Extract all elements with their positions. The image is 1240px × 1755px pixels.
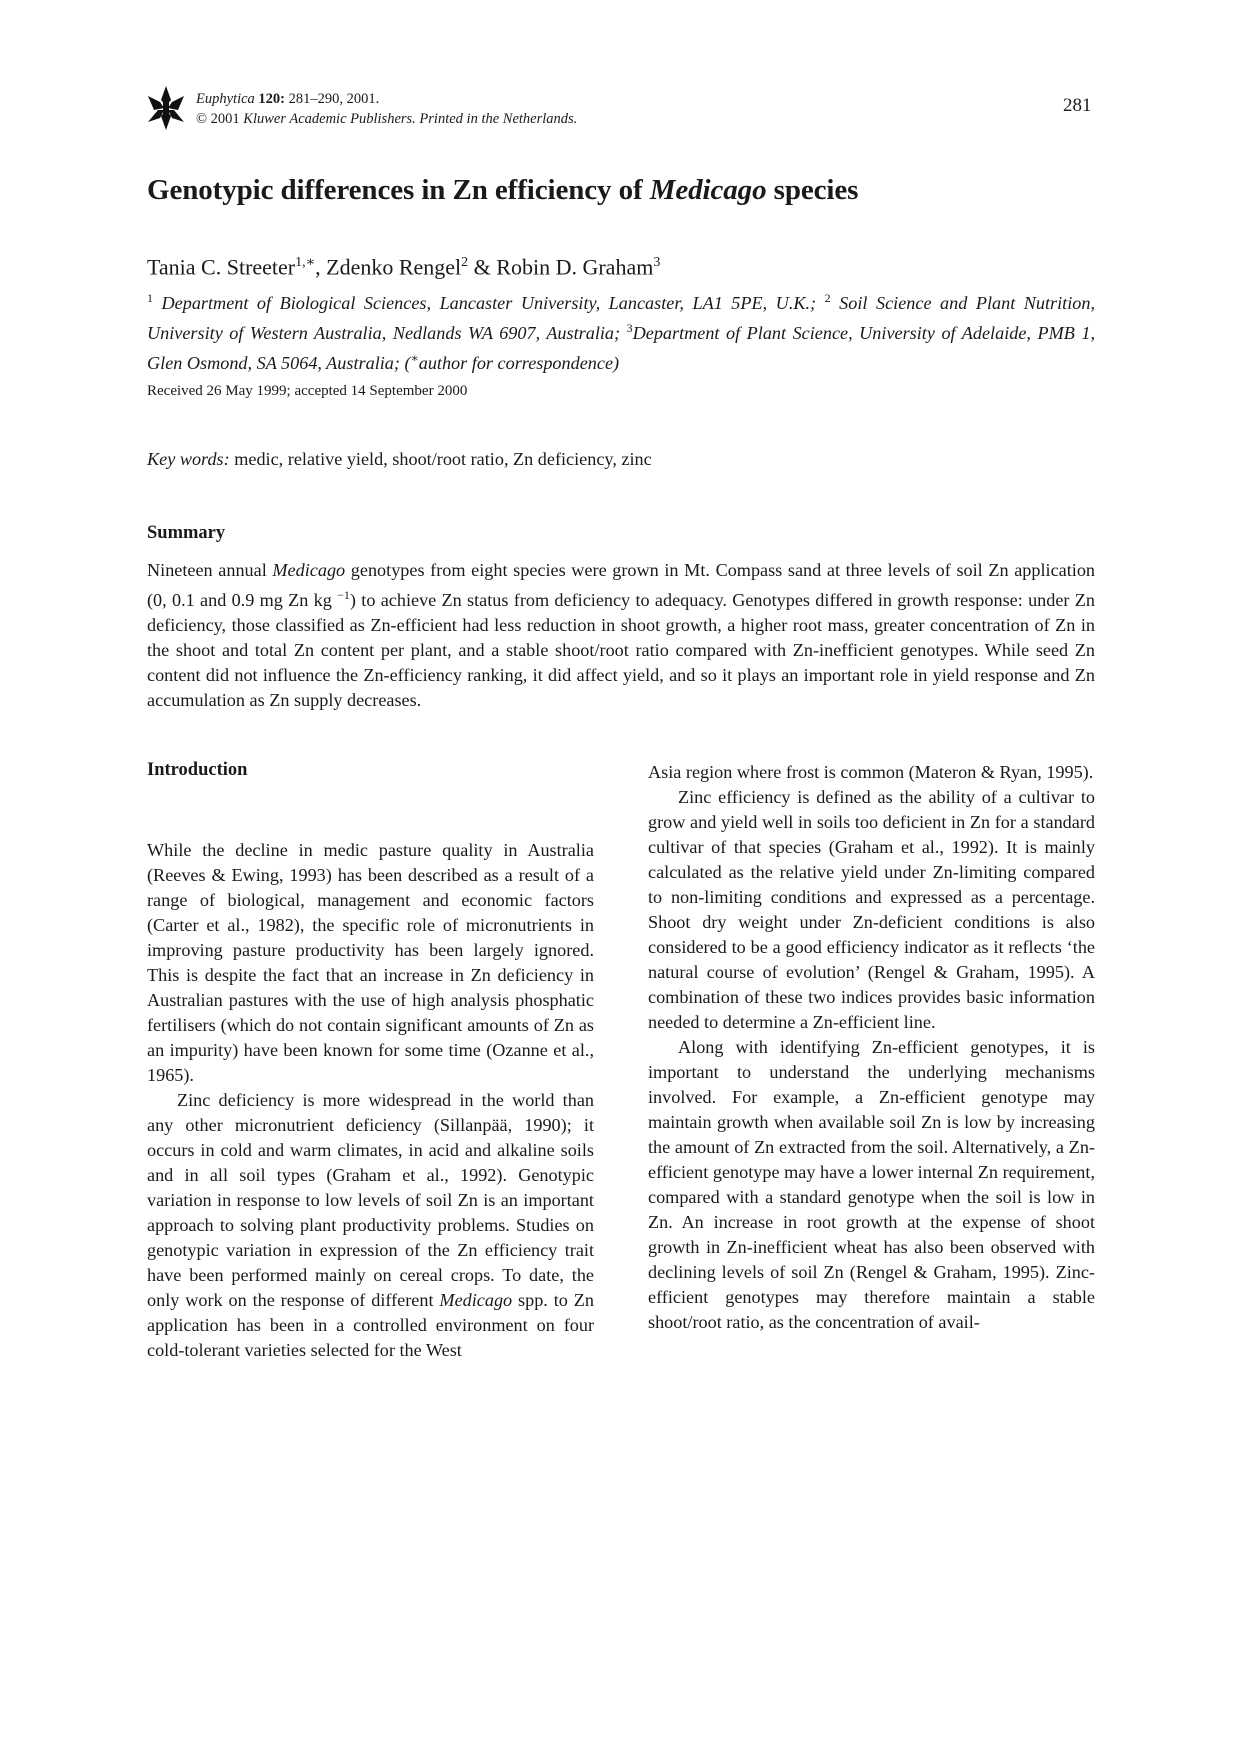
author-list: [147, 254, 660, 280]
title-text-start: Genotypic differences in Zn efficiency of: [147, 174, 643, 206]
author-streeter: Tania C. Streeter: [147, 254, 296, 280]
intro-text-part: Zinc deficiency is more widespread in the world than any other micronutrient deficiency (Sillanpää, 1990); it occurs in cold and warm climates, in acid and alkaline soils and in all soil types (Graham et al., 1992). Genotypic variation in response to low levels of soil Zn is an important approach to solving plant productivity problems. Studies on genotypic variation in expression of the Zn efficiency trait have been performed mainly on cereal crops. To date, the only work on the response of different: [147, 1090, 594, 1310]
affiliation-marker: 2: [824, 291, 831, 305]
intro-paragraph-1: While the decline in medic pasture quality in Australia (Reeves & Ewing, 1993) has been described as a result of a range of biological, management and economic factors (Carter et al., 1982), the specific role of micronutrients in improving pasture productivity has been largely ignored. This is despite the fact that an increase in Zn deficiency in Australian pastures with the use of high analysis phosphatic fertilisers (which do not contain significant amounts of Zn as an impurity) have been known for some time (Ozanne et al., 1965).: [147, 840, 594, 1085]
correspondence-note: author for correspondence): [418, 353, 620, 374]
author-rengel-affil: 2: [461, 255, 469, 270]
author-separator: ,: [315, 254, 327, 280]
affiliation-marker: 1: [147, 291, 153, 305]
author-separator: &: [468, 254, 497, 280]
introduction-heading: Introduction: [147, 760, 248, 780]
journal-pages-year: 281–290, 2001.: [288, 91, 380, 107]
journal-volume: 120:: [258, 91, 286, 107]
author-streeter-affil: 1,∗: [295, 255, 316, 270]
affiliation-uwa: Soil Science and Plant Nutrition, University of Western Australia, Nedlands WA 6907, Australia;: [147, 293, 1096, 344]
intro-paragraph-2: [147, 1088, 594, 1363]
journal-header: [196, 89, 577, 129]
summary-text-part: Nineteen annual: [147, 560, 267, 580]
publisher-name: Kluwer Academic Publishers.: [243, 111, 416, 127]
affiliation-marker: 3: [626, 321, 633, 336]
keywords-label: Key words:: [147, 449, 230, 469]
correspondence-marker: ∗: [410, 351, 419, 366]
title-genus: Medicago: [649, 174, 767, 206]
publisher-logo-icon: [146, 84, 186, 132]
journal-citation-line: [196, 89, 577, 109]
summary-text-part: genotypes from eight species were grown in Mt. Compass sand at three levels of soil Zn application (0, 0.1 and 0.9 mg Zn kg: [147, 560, 1096, 611]
affiliation-lancaster: Department of Biological Sciences, Lancaster University, Lancaster, LA1 5PE, U.K.;: [161, 293, 817, 314]
intro-text-part: spp. to Zn application has been in a controlled environment on four cold-tolerant varieties selected for the West: [147, 1290, 594, 1360]
received-dates: Received 26 May 1999; accepted 14 September 2000: [147, 383, 468, 399]
keywords: [147, 449, 652, 470]
intro-paragraph-3: Zinc efficiency is defined as the ability of a cultivar to grow and yield well in soils too deficient in Zn for a standard cultivar of that species (Graham et al., 1992). It is mainly calculated as the relative yield under Zn-limiting compared to non-limiting conditions and expressed as a percentage. Shoot dry weight under Zn-deficient conditions is also considered to be a good efficiency indicator as it reflects ‘the natural course of evolution’ (Rengel & Graham, 1995). A combination of these two indices provides basic information needed to determine a Zn-efficient line.: [648, 787, 1095, 1032]
printed-in: Printed in the Netherlands.: [419, 111, 578, 127]
keywords-text: medic, relative yield, shoot/root ratio, Zn deficiency, zinc: [234, 449, 652, 469]
copyright-year: © 2001: [196, 111, 240, 127]
intro-paragraph-4: Along with identifying Zn-efficient genotypes, it is important to understand the underlying mechanisms involved. For example, a Zn-efficient genotype may maintain growth when available soil Zn is low by increasing the amount of Zn extracted from the soil. Alternatively, a Zn-efficient genotype may have a lower internal Zn requirement, compared with a standard genotype when the soil is low in Zn. An increase in root growth at the expense of shoot growth in Zn-inefficient wheat has also been observed with declining levels of soil Zn (Rengel & Graham, 1995). Zinc-efficient genotypes may therefore maintain a stable shoot/root ratio, as the concentration of avail-: [648, 1037, 1095, 1332]
intro-genus: Medicago: [439, 1290, 513, 1310]
affiliations: [147, 286, 1095, 376]
affiliation-adelaide: Department of Plant Science, University of Adelaide, PMB 1, Glen Osmond, SA 5064, Australia; (: [147, 323, 1096, 374]
right-column: [648, 760, 1095, 1335]
author-graham-affil: 3: [653, 255, 661, 270]
summary-superscript: −1: [337, 588, 350, 602]
author-graham: Robin D. Graham: [496, 254, 654, 280]
left-column: [147, 838, 594, 1363]
summary-heading: Summary: [147, 523, 226, 543]
summary-paragraph: [147, 558, 1095, 713]
title-text-end: species: [773, 174, 859, 206]
summary-genus: Medicago: [272, 560, 346, 580]
author-rengel: Zdenko Rengel: [326, 254, 462, 280]
summary-text-part: ) to achieve Zn status from deficiency to adequacy. Genotypes differed in growth response: under Zn deficiency, those classified as Zn-efficient had less reduction in shoot growth, a higher root mass, greater concentration of Zn in the shoot and total Zn content per plant, and a stable shoot/root ratio compared with Zn-inefficient genotypes. While seed Zn content did not influence the Zn-efficiency ranking, it did affect yield, and so it plays an important role in yield response and Zn accumulation as Zn supply decreases.: [147, 590, 1095, 711]
journal-name: Euphytica: [196, 91, 255, 107]
article-title: [147, 174, 858, 207]
page-number: 281: [1063, 95, 1092, 116]
copyright-line: [196, 109, 577, 129]
intro-paragraph-continued: Asia region where frost is common (Materon & Ryan, 1995).: [648, 762, 1094, 782]
